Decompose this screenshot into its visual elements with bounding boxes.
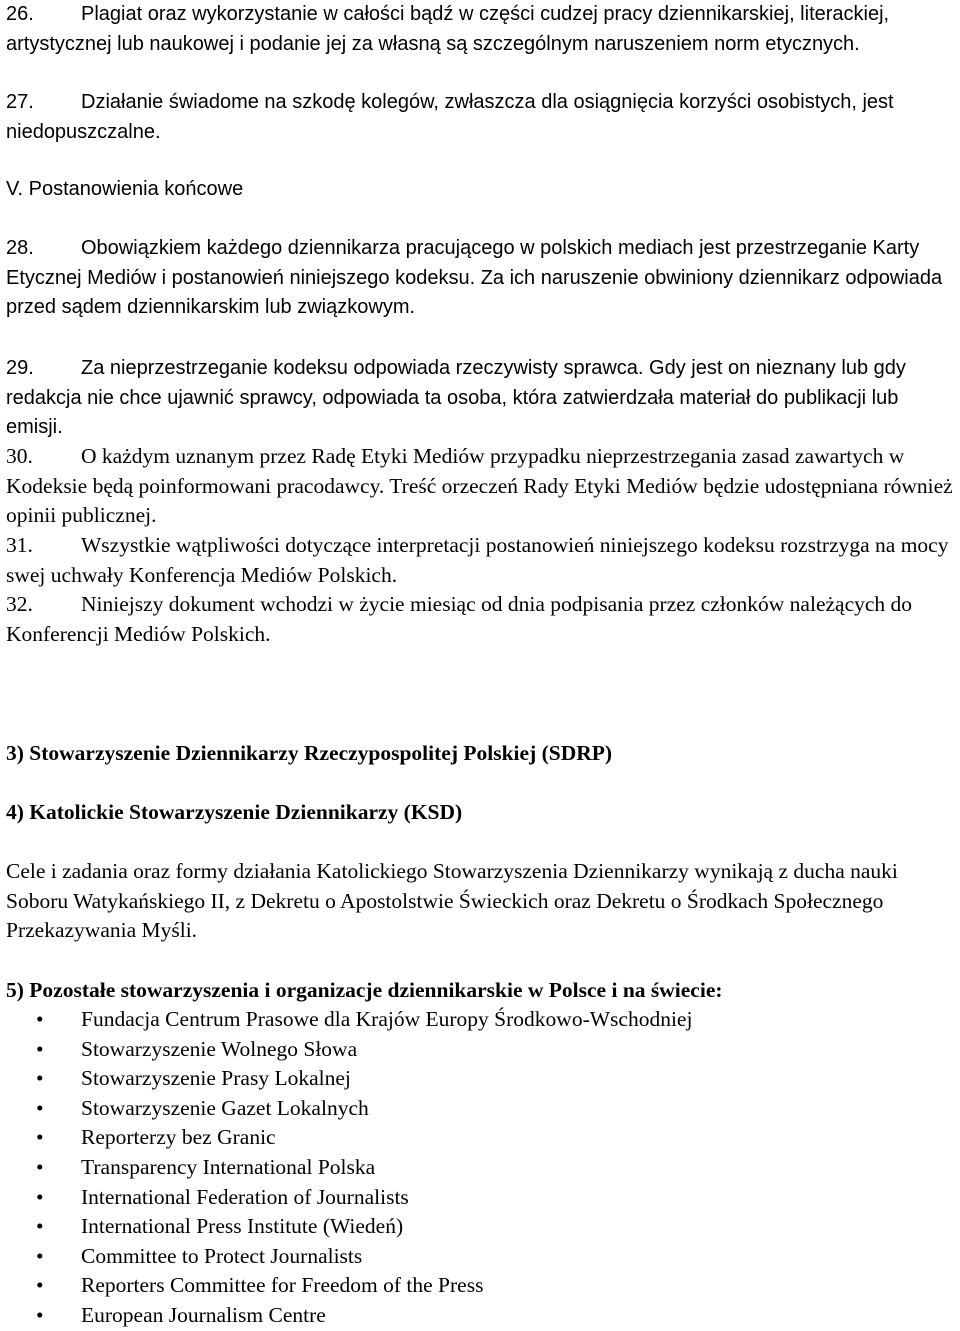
item-number: 32. [6, 592, 33, 616]
bullet-icon: • [36, 1125, 44, 1150]
bullet-icon: • [36, 1184, 44, 1209]
organization-name: Reporters Committee for Freedom of the Press [81, 1273, 484, 1298]
item-text: Obowiązkiem każdego dziennikarza pracującego w polskich mediach jest przestrzeganie Karty Etycznej Mediów i postanowień niniejszego kodeksu. Za ich naruszenie obwiniony dziennikarz odpowiada przed sądem dziennikarskim lub związkowym. [6, 237, 943, 318]
bullet-icon: • [36, 1154, 44, 1179]
item-number: 27. [6, 91, 34, 113]
item-text: Plagiat oraz wykorzystanie w całości bądź w części cudzej pracy dziennikarskiej, literackiej, artystycznej lub naukowej i podanie jej za własną są szczególnym naruszeniem norm etycznych. [6, 3, 890, 55]
organization-name: Stowarzyszenie Prasy Lokalnej [81, 1066, 351, 1091]
organization-name: Stowarzyszenie Gazet Lokalnych [81, 1095, 369, 1120]
organization-name: Transparency International Polska [81, 1154, 376, 1179]
item-number: 31. [6, 533, 33, 557]
code-item-30 [6, 442, 956, 531]
item-number: 28. [6, 237, 34, 259]
organization-name: Stowarzyszenie Wolnego Słowa [81, 1036, 358, 1061]
item-number: 30. [6, 444, 33, 468]
code-item-27 [6, 88, 956, 147]
code-item-26 [6, 0, 956, 59]
bullet-icon: • [36, 1066, 44, 1091]
bullet-icon: • [36, 1243, 44, 1268]
item-text: Niniejszy dokument wchodzi w życie miesiąc od dnia podpisania przez członków należących do Konferencji Mediów Polskich. [6, 592, 913, 646]
code-item-31 [6, 531, 956, 590]
item-number: 29. [6, 357, 34, 379]
bullet-icon: • [36, 1273, 44, 1298]
organization-name: European Journalism Centre [81, 1302, 326, 1327]
organization-name: Fundacja Centrum Prasowe dla Krajów Europy Środkowo-Wschodniej [81, 1007, 693, 1031]
item-text: Za nieprzestrzeganie kodeksu odpowiada rzeczywisty sprawca. Gdy jest on nieznany lub gdy redakcja nie chce ujawnić sprawcy, odpowiada ta osoba, która zatwierdzała materiał do publikacji lub emisji. [6, 357, 906, 438]
organization-name: Reporterzy bez Granic [81, 1125, 276, 1150]
item-text: Wszystkie wątpliwości dotyczące interpretacji postanowień niniejszego kodeksu rozstrzyga na mocy swej uchwały Konferencja Mediów Polskich. [6, 533, 949, 587]
bullet-icon: • [36, 1007, 44, 1031]
item-number: 26. [6, 3, 34, 25]
organization-name: International Press Institute (Wiedeń) [81, 1214, 404, 1239]
heading-other-organizations: 5) Pozostałe stowarzyszenia i organizacje dziennikarskie w Polsce i na świecie: [6, 978, 723, 1002]
code-item-29 [6, 354, 956, 443]
ksd-paragraph: Cele i zadania oraz formy działania Katolickiego Stowarzyszenia Dziennikarzy wynikają z ducha nauki Soboru Watykańskiego II, z Dekretu o Apostolstwie Świeckich oraz Dekretu o Środkach Społecznego Przekazywania Myśli. [6, 859, 898, 942]
item-text: Działanie świadome na szkodę kolegów, zwłaszcza dla osiągnięcia korzyści osobistych, jest niedopuszczalne. [6, 91, 894, 143]
code-item-32 [6, 590, 956, 649]
code-item-28 [6, 234, 956, 323]
bullet-icon: • [36, 1302, 44, 1327]
heading-sdrp: 3) Stowarzyszenie Dziennikarzy Rzeczypospolitej Polskiej (SDRP) [6, 741, 613, 765]
item-text: O każdym uznanym przez Radę Etyki Mediów przypadku nieprzestrzegania zasad zawartych w Kodeksie będą poinformowani pracodawcy. Treść orzeczeń Rady Etyki Mediów będzie udostępniana również opinii publicznej. [6, 444, 953, 527]
organization-name: Committee to Protect Journalists [81, 1243, 363, 1268]
bullet-icon: • [36, 1095, 44, 1120]
bullet-icon: • [36, 1214, 44, 1239]
organization-name: International Federation of Journalists [81, 1184, 409, 1209]
section-v-title: V. Postanowienia końcowe [6, 178, 244, 200]
heading-ksd: 4) Katolickie Stowarzyszenie Dziennikarzy (KSD) [6, 800, 463, 824]
bullet-icon: • [36, 1036, 44, 1061]
